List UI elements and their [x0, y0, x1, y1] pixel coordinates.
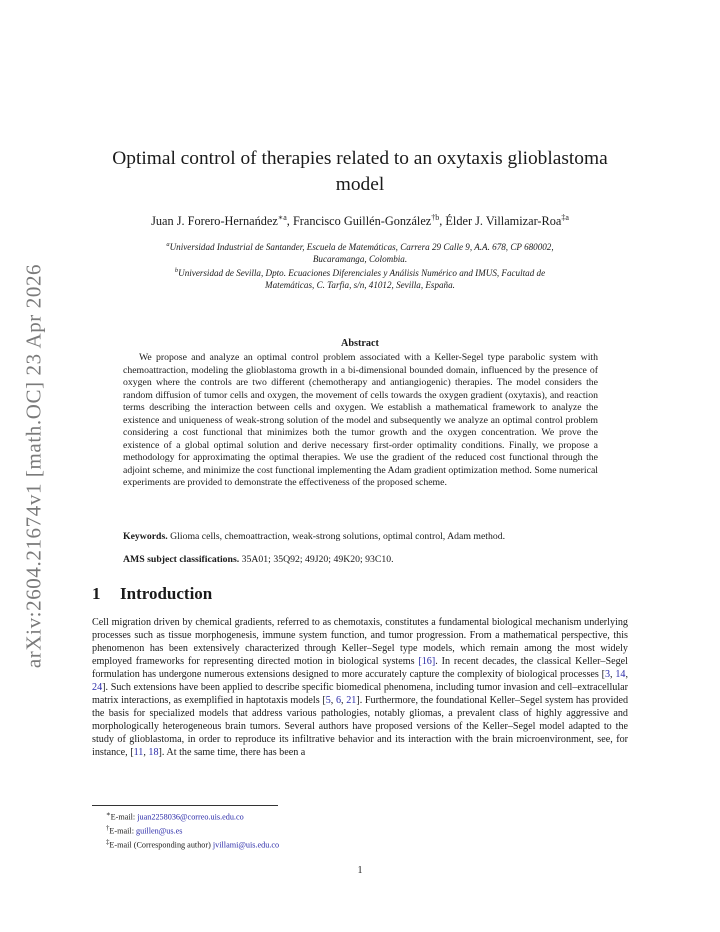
footnotes	[106, 809, 279, 851]
footnote-3	[106, 837, 279, 851]
affiliation-a-mark: a	[166, 241, 170, 248]
title-line-2: model	[335, 174, 385, 195]
citation-link[interactable]: 11	[133, 747, 144, 759]
ams-label: AMS subject classifications.	[123, 554, 240, 565]
section-number: 1	[92, 584, 101, 603]
affiliation-b-line-1: Universidad de Sevilla, Dpto. Ecuaciones Diferenciales y Análisis Numérico and IMUS, Facultad de	[178, 268, 546, 279]
section-title: Introduction	[120, 584, 213, 603]
affiliation-a-line-2: Bucaramanga, Colombia.	[312, 254, 408, 265]
citation-link[interactable]: 14	[615, 669, 626, 681]
email-link[interactable]: guillen@us.es	[136, 826, 183, 836]
footnote-2-mark: †	[106, 824, 110, 832]
author-list: Juan J. Forero-Hernańdez$^{∗a}$, Francisco Guillén-González$^{\dagger b}$, Élder J. Villamizar-Roa$^{\ddagger a}$	[151, 213, 569, 229]
introduction-paragraph: Cell migration driven by chemical gradients, referred to as chemotaxis, constitutes a fundamental biological mechanism underlying processes such as tissue morphogenesis, immune system function, and tumor progression. From a mathematical perspective, this phenomenon has been extensively characterized through Keller–Segel type models, which remain among the most widely employed frameworks for representing directed motion in biological systems [16]. In recent decades, the classical Keller–Segel formulation has undergone numerous extensions designed to more accurately capture the complexity of biological processes [3, 14, 24]. Such extensions have been applied to describe specific biomedical phenomena, including tumor invasion and cell–extracellular matrix interactions, as exemplified in haptotaxis models [5, 6, 21]. Furthermore, the foundational Keller–Segel system has provided the basis for specialized models that address various pathologies, notably gliomas, a prevalent class of highly aggressive and morphologically heterogeneous brain tumors. Several authors have proposed versions of the Keller–Segel model adapted to the study of glioblastoma, in order to reproduce its infiltrative behavior and its interaction with the brain microenvironment, see, for instance, [11, 18]. At the same time, there has been a	[92, 617, 629, 759]
footnote-divider	[92, 805, 278, 806]
ams-text: 35A01; 35Q92; 49J20; 49K20; 93C10.	[241, 554, 394, 565]
keywords	[123, 531, 598, 544]
citation-link[interactable]: 3	[604, 669, 611, 681]
affiliation-b-mark: b	[174, 267, 179, 274]
author-3-mark: ‡a	[561, 213, 569, 222]
affiliation-a-line-1: Universidad Industrial de Santander, Escuela de Matemáticas, Carrera 29 Calle 9, A.A. 678, CP 680002,	[169, 242, 554, 253]
affiliation-a	[100, 239, 620, 265]
intro-text: Cell migration driven by chemical gradients, referred to as chemotaxis, constitutes a fundamental biological mechanism underlying processes such as tissue morphogenesis, immune system function, and tumor progression. From a mathematical perspective, this phenomenon has been extensively characterized through Keller–Segel type models, which remain among the most widely employed frameworks for representing directed motion in biological systems	[92, 617, 628, 668]
email-link[interactable]: jvillami@uis.edu.co	[212, 840, 280, 850]
footnote-1-mark: ∗	[106, 811, 111, 818]
citation-link[interactable]: 18	[148, 747, 159, 759]
intro-text: . In recent decades, the classical Keller–Segel formulation has undergone numerous extensions designed to more accurately capture the complexity of biological processes [	[92, 656, 628, 681]
author-2: Francisco Guillén-González	[292, 214, 432, 229]
author-1-mark: ∗a	[277, 213, 287, 222]
keywords-label: Keywords.	[123, 531, 168, 542]
citation-link[interactable]: 21	[346, 695, 357, 707]
citation-link[interactable]: [16]	[418, 656, 436, 668]
keywords-text: Glioma cells, chemoattraction, weak-strong solutions, optimal control, Adam method.	[170, 531, 506, 542]
author-1: Juan J. Forero-Hernańdez	[151, 214, 278, 229]
footnote-2-label: E-mail:	[109, 826, 137, 836]
intro-text: ]. At the same time, there has been a	[158, 747, 306, 759]
author-3: Élder J. Villamizar-Roa	[445, 214, 562, 229]
citation-link[interactable]: 6	[335, 695, 342, 707]
footnote-3-mark: ‡	[106, 838, 110, 846]
abstract-body: We propose and analyze an optimal control problem associated with a Keller-Segel type parabolic system with chemoattraction, modeling the glioblastoma growth in a bi-dimensional bounded domain, influenced by the presence of oxygen where the controls are two different (chemotherapy and antiangiogenic) therapies. The model considers the random diffusion of tumor cells and oxygen, the movement of cells towards the oxygen gradient (oxytaxis), and reaction terms describing the interaction between cells and oxygen. We establish a mathematical framework to analyze the existence and uniqueness of weak-strong solution of the model and subsequently we analyze an optimal control problem considering a cost functional that minimizes both the tumor growth and the oxygen concentration. We prove the existence of a global optimal solution and derive necessary first-order optimality conditions. Finally, we propose a methodology for approximating the optimal therapies. We use the gradient of the reduced cost functional through the adjoint scheme, and minimize the cost functional implementing the Adam gradient optimization method. Some numerical experiments are provided to demonstrate the effectiveness of the proposed scheme.	[123, 352, 598, 489]
arxiv-identifier: arXiv:2604.21674v1 [math.OC] 23 Apr 2026	[21, 263, 46, 669]
email-link[interactable]: juan2258036@correo.uis.edu.co	[137, 812, 244, 822]
footnote-2	[106, 823, 279, 837]
citation-link[interactable]: 24	[92, 682, 103, 694]
arxiv-side-stamp	[14, 246, 54, 686]
section-heading	[92, 584, 212, 604]
citation-link[interactable]: 5	[325, 695, 331, 707]
affiliation-b-line-2: Matemáticas, C. Tarfia, s/n, 41012, Sevilla, España.	[265, 280, 455, 291]
affiliation-b	[100, 265, 620, 291]
footnote-1	[106, 809, 279, 823]
footnote-3-label: E-mail (Corresponding author)	[109, 840, 213, 850]
intro-text: ]. Furthermore, the foundational Keller–Segel system has provided the basis for specialized models that address various pathologies, notably gliomas, a prevalent class of highly aggressive and morphologically heterogeneous brain tumors. Several authors have proposed versions of the Keller–Segel model adapted to the study of glioblastoma, in order to reproduce its infiltrative behavior and its interaction with the brain microenvironment, see, for instance, [	[92, 695, 629, 759]
title-line-1: Optimal control of therapies related to an oxytaxis glioblastoma	[112, 148, 608, 169]
author-2-mark: †b	[431, 213, 440, 222]
page-number: 1	[357, 865, 363, 876]
abstract-heading: Abstract	[341, 338, 379, 349]
footnote-1-label: E-mail:	[110, 812, 138, 822]
ams-classification	[123, 554, 598, 567]
paper-title	[92, 146, 628, 198]
intro-text: ]. Such extensions have been applied to describe specific biomedical phenomena, including tumor invasion and cell–extracellular matrix interactions, as exemplified in haptotaxis models [	[92, 682, 628, 707]
